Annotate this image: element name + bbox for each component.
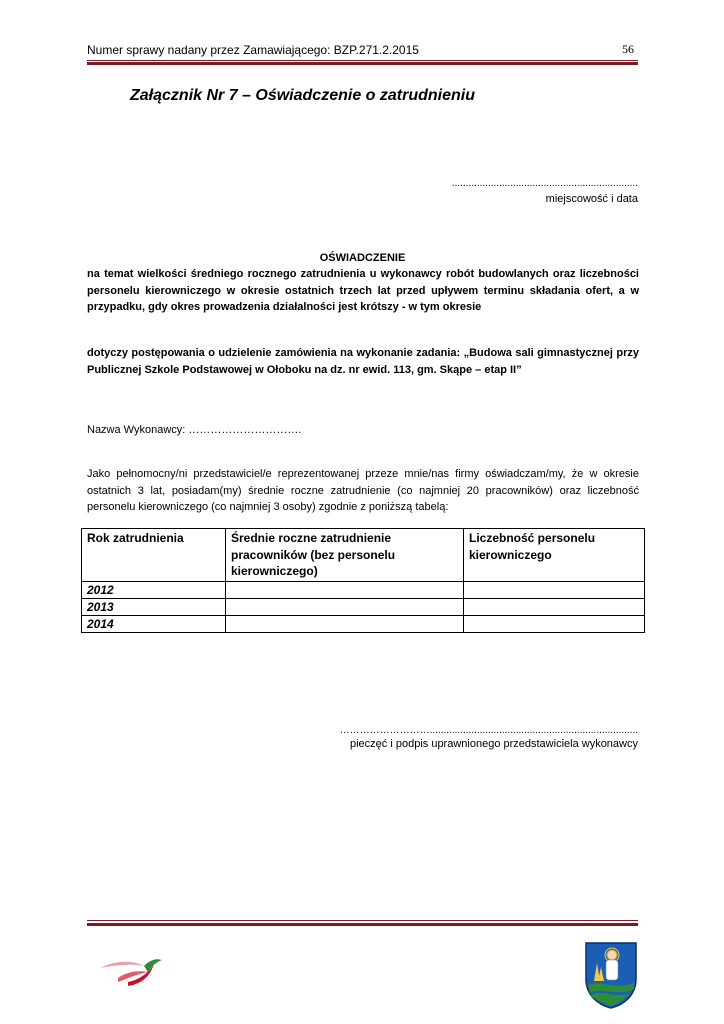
avg-employment-cell[interactable] bbox=[226, 598, 464, 615]
page-number: 56 bbox=[622, 42, 634, 56]
header-year: Rok zatrudnienia bbox=[82, 529, 226, 582]
declaration-heading: OŚWIADCZENIE bbox=[319, 252, 406, 264]
year-cell: 2013 bbox=[82, 598, 226, 615]
header-rule-thin bbox=[87, 60, 638, 61]
contractor-name-label: Nazwa Wykonawcy: …………………………. bbox=[87, 424, 302, 436]
statement-text: Jako pełnomocny/ni przedstawiciel/e reprezentowanej przeze mnie/nas firmy oświadczam/my, że w okresie ostatnich 3 lat, posiadam(my) średnie roczne zatrudnienie (co najmniej 20 pracowników) oraz liczebność personelu kierowniczego (co najmniej 3 osoby) zgodnie z poniższą tabelą: bbox=[87, 468, 639, 513]
year-cell: 2012 bbox=[82, 581, 226, 598]
document-title: Załącznik Nr 7 – Oświadczenie o zatrudnieniu bbox=[130, 87, 475, 104]
employment-table bbox=[81, 528, 645, 633]
case-number: Numer sprawy nadany przez Zamawiającego: BZP.271.2.2015 bbox=[87, 43, 419, 57]
managers-cell[interactable] bbox=[464, 581, 645, 598]
place-date-label: miejscowość i data bbox=[545, 193, 638, 205]
table-row bbox=[82, 598, 645, 615]
signature-label: pieczęć i podpis uprawnionego przedstawiciela wykonawcy bbox=[350, 738, 638, 750]
avg-employment-cell[interactable] bbox=[226, 615, 464, 632]
swoosh-logo bbox=[98, 952, 164, 997]
signature-dots: ………………………........................................................................... bbox=[339, 725, 638, 736]
managers-cell[interactable] bbox=[464, 615, 645, 632]
footer-rule-thin bbox=[87, 920, 638, 921]
table-row bbox=[82, 615, 645, 632]
table-header-row bbox=[82, 529, 645, 582]
year-cell: 2014 bbox=[82, 615, 226, 632]
header-avg-employment: Średnie roczne zatrudnienie pracowników (bez personelu kierowniczego) bbox=[226, 529, 464, 582]
declaration-subject: na temat wielkości średniego rocznego zatrudnienia u wykonawcy robót budowlanych oraz liczebności personelu kierowniczego w okresie ostatnich trzech lat przed upływem terminu składania ofert, a w przypadku, gdy okres prowadzenia działalności jest krótszy - w tym okresie bbox=[87, 268, 639, 313]
coat-of-arms-icon bbox=[584, 941, 638, 1014]
table-row bbox=[82, 581, 645, 598]
header-managers: Liczebność personelu kierowniczego bbox=[464, 529, 645, 582]
footer-rule-thick bbox=[87, 923, 638, 926]
header-rule-thick bbox=[87, 62, 638, 65]
avg-employment-cell[interactable] bbox=[226, 581, 464, 598]
place-date-dots: ................................................................... bbox=[451, 178, 638, 189]
procedure-text: dotyczy postępowania o udzielenie zamówienia na wykonanie zadania: „Budowa sali gimnastycznej przy Publicznej Szkole Podstawowej w Ołoboku na dz. nr ewid. 113, gm. Skąpe – etap II” bbox=[87, 347, 639, 376]
managers-cell[interactable] bbox=[464, 598, 645, 615]
